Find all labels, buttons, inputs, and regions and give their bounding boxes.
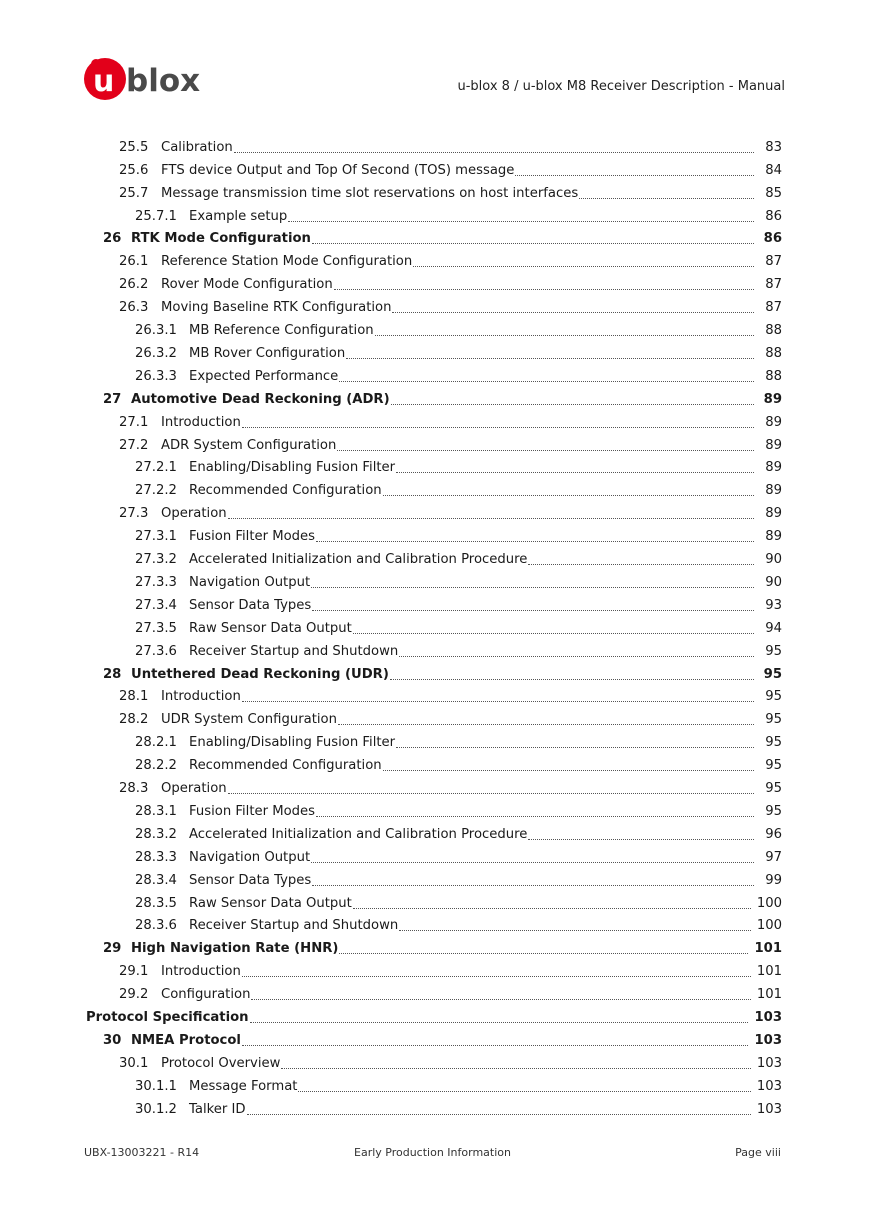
footer-doc-id: UBX-13003221 - R14	[84, 1146, 200, 1159]
toc-entry[interactable]	[119, 960, 782, 983]
toc-entry-title: FTS device Output and Top Of Second (TOS) message	[161, 162, 515, 178]
toc-entry[interactable]	[135, 342, 782, 365]
toc-entry-title: Recommended Configuration	[189, 483, 382, 499]
toc-leader-dots	[312, 885, 754, 886]
toc-entry-title: Fusion Filter Modes	[189, 803, 316, 819]
toc-entry-page: 83	[765, 139, 782, 155]
toc-leader-dots	[383, 770, 754, 771]
toc-entry-number: 26.2	[119, 277, 149, 293]
toc-entry-page: 89	[765, 460, 782, 476]
toc-entry-page: 89	[765, 437, 782, 453]
toc-entry-number: 30.1.1	[135, 1078, 177, 1094]
toc-entry-page: 87	[765, 300, 782, 316]
toc-entry-number: 28.1	[119, 689, 149, 705]
toc-entry-title: Recommended Configuration	[189, 758, 382, 774]
toc-entry[interactable]	[135, 548, 782, 571]
toc-entry-title: Raw Sensor Data Output	[189, 895, 352, 911]
toc-entry-title: Message transmission time slot reservations on host interfaces	[161, 185, 579, 201]
toc-entry-page: 101	[754, 941, 782, 957]
toc-leader-dots	[242, 427, 754, 428]
toc-entry-number: 27.3.1	[135, 529, 177, 545]
toc-leader-dots	[391, 404, 754, 405]
toc-entry-number: 29.2	[119, 987, 149, 1003]
toc-entry-title: Moving Baseline RTK Configuration	[161, 300, 392, 316]
toc-entry-number: 28.3.4	[135, 872, 177, 888]
footer-page-number: Page viii	[735, 1146, 781, 1159]
svg-text:u: u	[93, 64, 115, 99]
toc-entry-title: Protocol Specification	[86, 1010, 249, 1026]
toc-entry-number: 30.1	[119, 1055, 149, 1071]
toc-entry-page: 95	[765, 758, 782, 774]
toc-entry-number: 27	[103, 391, 122, 407]
toc-entry-number: 25.7.1	[135, 208, 177, 224]
toc-entry-number: 27.3.4	[135, 597, 177, 613]
toc-entry-page: 97	[765, 849, 782, 865]
toc-entry[interactable]	[119, 777, 782, 800]
toc-entry-number: 26.3.1	[135, 323, 177, 339]
toc-entry-page: 89	[765, 506, 782, 522]
toc-entry-number: 28.2.1	[135, 735, 177, 751]
toc-entry-title: Protocol Overview	[161, 1055, 281, 1071]
toc-leader-dots	[399, 930, 751, 931]
toc-leader-dots	[281, 1068, 750, 1069]
toc-entry[interactable]	[103, 388, 782, 411]
toc-entry-number: 27.3.6	[135, 643, 177, 659]
toc-entry-title: Untethered Dead Reckoning (UDR)	[131, 666, 389, 682]
toc-entry-title: Enabling/Disabling Fusion Filter	[189, 460, 396, 476]
toc-entry[interactable]	[135, 365, 782, 388]
toc-leader-dots	[339, 953, 748, 954]
toc-entry-number: 28.2	[119, 712, 149, 728]
toc-leader-dots	[316, 541, 754, 542]
toc-entry-title: Introduction	[161, 689, 241, 705]
toc-entry-title: Reference Station Mode Configuration	[161, 254, 413, 270]
toc-entry-title: Sensor Data Types	[189, 872, 312, 888]
toc-entry-number: 27.3.2	[135, 552, 177, 568]
toc-entry-number: 26.3	[119, 300, 149, 316]
document-title: u-blox 8 / u-blox M8 Receiver Description - Manual	[457, 79, 785, 94]
toc-entry-title: Receiver Startup and Shutdown	[189, 643, 399, 659]
toc-entry-number: 28.3.5	[135, 895, 177, 911]
toc-entry-page: 87	[765, 254, 782, 270]
toc-entry-title: Configuration	[161, 987, 251, 1003]
toc-entry-page: 89	[765, 529, 782, 545]
toc-leader-dots	[311, 587, 754, 588]
toc-entry-page: 99	[765, 872, 782, 888]
toc-entry-title: Navigation Output	[189, 574, 311, 590]
toc-entry-page: 101	[756, 987, 782, 1003]
toc-leader-dots	[579, 198, 754, 199]
toc-entry-title: ADR System Configuration	[161, 437, 337, 453]
toc-entry[interactable]	[119, 502, 782, 525]
toc-entry[interactable]	[135, 1098, 782, 1121]
toc-entry[interactable]	[135, 915, 782, 938]
toc-entry-number: 27.2.2	[135, 483, 177, 499]
toc-leader-dots	[515, 175, 754, 176]
footer-classification: Early Production Information	[354, 1146, 511, 1159]
toc-entry[interactable]	[119, 182, 782, 205]
toc-leader-dots	[353, 633, 754, 634]
toc-entry-title: Fusion Filter Modes	[189, 529, 316, 545]
toc-leader-dots	[250, 1022, 749, 1023]
toc-entry-title: Rover Mode Configuration	[161, 277, 333, 293]
toc-entry-number: 27.1	[119, 414, 149, 430]
toc-leader-dots	[392, 312, 754, 313]
toc-entry[interactable]	[135, 617, 782, 640]
toc-entry-title: NMEA Protocol	[131, 1032, 241, 1048]
svg-text:blox: blox	[126, 63, 201, 99]
toc-leader-dots	[353, 908, 751, 909]
toc-entry-page: 103	[756, 1055, 782, 1071]
toc-entry-page: 103	[756, 1078, 782, 1094]
toc-entry-page: 89	[765, 483, 782, 499]
toc-entry[interactable]	[135, 731, 782, 754]
toc-entry-number: 28.3.6	[135, 918, 177, 934]
toc-entry[interactable]	[119, 159, 782, 182]
toc-entry-page: 103	[754, 1032, 782, 1048]
toc-entry-page: 103	[756, 1101, 782, 1117]
toc-entry-page: 88	[765, 345, 782, 361]
toc-entry[interactable]	[135, 457, 782, 480]
toc-leader-dots	[251, 999, 750, 1000]
toc-leader-dots	[396, 747, 754, 748]
toc-entry[interactable]	[103, 228, 782, 251]
toc-entry[interactable]	[119, 273, 782, 296]
toc-entry-page: 90	[765, 552, 782, 568]
toc-leader-dots	[337, 450, 754, 451]
toc-entry-number: 26.1	[119, 254, 149, 270]
toc-entry-title: UDR System Configuration	[161, 712, 337, 728]
toc-entry-number: 28.3.2	[135, 826, 177, 842]
toc-entry-page: 87	[765, 277, 782, 293]
toc-entry-number: 29	[103, 941, 122, 957]
toc-leader-dots	[228, 518, 754, 519]
toc-leader-dots	[396, 472, 754, 473]
toc-entry[interactable]	[103, 938, 782, 961]
toc-entry-title: Message Format	[189, 1078, 298, 1094]
toc-leader-dots	[390, 679, 754, 680]
toc-entry-page: 93	[765, 597, 782, 613]
toc-entry-number: 27.2	[119, 437, 149, 453]
ublox-logo-graphic	[82, 52, 212, 104]
toc-entry-number: 27.2.1	[135, 460, 177, 476]
toc-entry-number: 28	[103, 666, 122, 682]
toc-entry[interactable]	[119, 411, 782, 434]
toc-entry-page: 89	[763, 391, 782, 407]
toc-entry-page: 89	[765, 414, 782, 430]
toc-leader-dots	[234, 152, 754, 153]
toc-entry-title: Accelerated Initialization and Calibration Procedure	[189, 552, 528, 568]
toc-entry[interactable]	[119, 136, 782, 159]
toc-entry-title: Operation	[161, 506, 227, 522]
toc-entry-number: 26.3.2	[135, 345, 177, 361]
page-footer	[84, 1146, 781, 1159]
toc-entry-title: Automotive Dead Reckoning (ADR)	[131, 391, 390, 407]
toc-entry-page: 86	[763, 231, 782, 247]
toc-entry[interactable]	[119, 296, 782, 319]
toc-entry[interactable]	[119, 1052, 782, 1075]
toc-leader-dots	[288, 221, 754, 222]
toc-entry-number: 25.7	[119, 185, 149, 201]
toc-entry-title: MB Reference Configuration	[189, 323, 374, 339]
toc-leader-dots	[242, 1045, 749, 1046]
toc-entry-page: 90	[765, 574, 782, 590]
toc-entry-title: Raw Sensor Data Output	[189, 620, 352, 636]
toc-entry[interactable]	[135, 823, 782, 846]
toc-entry[interactable]	[135, 869, 782, 892]
toc-entry[interactable]	[119, 983, 782, 1006]
toc-entry-number: 25.5	[119, 139, 149, 155]
toc-leader-dots	[383, 495, 754, 496]
toc-entry[interactable]	[86, 1006, 782, 1029]
toc-entry[interactable]	[135, 319, 782, 342]
toc-entry-page: 85	[765, 185, 782, 201]
toc-entry[interactable]	[119, 709, 782, 732]
toc-entry-number: 29.1	[119, 964, 149, 980]
toc-entry-page: 88	[765, 323, 782, 339]
toc-entry[interactable]	[135, 800, 782, 823]
toc-entry-number: 25.6	[119, 162, 149, 178]
toc-entry[interactable]	[135, 892, 782, 915]
toc-entry-page: 95	[765, 803, 782, 819]
toc-entry-page: 100	[756, 895, 782, 911]
toc-entry-page: 103	[754, 1010, 782, 1026]
toc-entry[interactable]	[135, 1075, 782, 1098]
toc-entry[interactable]	[135, 640, 782, 663]
toc-entry-title: Example setup	[189, 208, 288, 224]
toc-entry[interactable]	[135, 846, 782, 869]
toc-entry-title: Talker ID	[189, 1101, 246, 1117]
toc-entry-title: Accelerated Initialization and Calibration Procedure	[189, 826, 528, 842]
toc-entry-page: 88	[765, 368, 782, 384]
toc-entry-number: 28.3.3	[135, 849, 177, 865]
toc-leader-dots	[528, 564, 754, 565]
toc-entry[interactable]	[135, 754, 782, 777]
toc-entry-title: Operation	[161, 781, 227, 797]
toc-leader-dots	[312, 610, 754, 611]
toc-entry-number: 30.1.2	[135, 1101, 177, 1117]
toc-leader-dots	[242, 701, 754, 702]
toc-entry[interactable]	[135, 480, 782, 503]
toc-leader-dots	[311, 862, 754, 863]
toc-entry-number: 28.3.1	[135, 803, 177, 819]
toc-leader-dots	[375, 335, 754, 336]
toc-leader-dots	[247, 1114, 751, 1115]
toc-entry[interactable]	[135, 571, 782, 594]
toc-leader-dots	[399, 656, 754, 657]
toc-entry-number: 28.3	[119, 781, 149, 797]
toc-entry-number: 30	[103, 1032, 122, 1048]
toc-entry-page: 96	[765, 826, 782, 842]
toc-leader-dots	[242, 976, 751, 977]
toc-entry-number: 26	[103, 231, 122, 247]
toc-entry-page: 95	[765, 712, 782, 728]
toc-entry-title: Navigation Output	[189, 849, 311, 865]
toc-entry[interactable]	[119, 434, 782, 457]
toc-entry-number: 28.2.2	[135, 758, 177, 774]
toc-entry-page: 100	[756, 918, 782, 934]
toc-leader-dots	[316, 816, 754, 817]
toc-entry-title: Enabling/Disabling Fusion Filter	[189, 735, 396, 751]
toc-leader-dots	[312, 243, 754, 244]
toc-entry-title: High Navigation Rate (HNR)	[131, 941, 339, 957]
toc-entry-number: 27.3.3	[135, 574, 177, 590]
toc-entry[interactable]	[119, 251, 782, 274]
toc-entry-page: 94	[765, 620, 782, 636]
toc-entry-page: 95	[765, 735, 782, 751]
toc-entry[interactable]	[103, 1029, 782, 1052]
toc-entry-title: MB Rover Configuration	[189, 345, 346, 361]
toc-entry-page: 84	[765, 162, 782, 178]
toc-leader-dots	[346, 358, 754, 359]
toc-leader-dots	[413, 266, 754, 267]
toc-leader-dots	[528, 839, 754, 840]
toc-entry-title: RTK Mode Configuration	[131, 231, 311, 247]
toc-entry-title: Sensor Data Types	[189, 597, 312, 613]
toc-entry-title: Introduction	[161, 964, 241, 980]
toc-entry-page: 95	[765, 781, 782, 797]
toc-entry[interactable]	[135, 205, 782, 228]
toc-leader-dots	[298, 1091, 750, 1092]
toc-entry-number: 26.3.3	[135, 368, 177, 384]
toc-entry-title: Receiver Startup and Shutdown	[189, 918, 399, 934]
toc-entry-page: 86	[765, 208, 782, 224]
toc-entry[interactable]	[135, 525, 782, 548]
toc-leader-dots	[338, 724, 754, 725]
toc-entry-page: 95	[765, 643, 782, 659]
toc-entry-title: Calibration	[161, 139, 233, 155]
toc-leader-dots	[334, 289, 754, 290]
toc-entry[interactable]	[103, 663, 782, 686]
toc-entry-page: 95	[765, 689, 782, 705]
toc-leader-dots	[339, 381, 754, 382]
toc-entry[interactable]	[119, 686, 782, 709]
toc-entry-page: 95	[763, 666, 782, 682]
toc-leader-dots	[228, 793, 754, 794]
toc-entry-number: 27.3	[119, 506, 149, 522]
toc-entry-page: 101	[756, 964, 782, 980]
toc-entry-title: Expected Performance	[189, 368, 339, 384]
ublox-logo	[82, 52, 212, 104]
toc-entry[interactable]	[135, 594, 782, 617]
toc-entry-number: 27.3.5	[135, 620, 177, 636]
toc-entry-title: Introduction	[161, 414, 241, 430]
